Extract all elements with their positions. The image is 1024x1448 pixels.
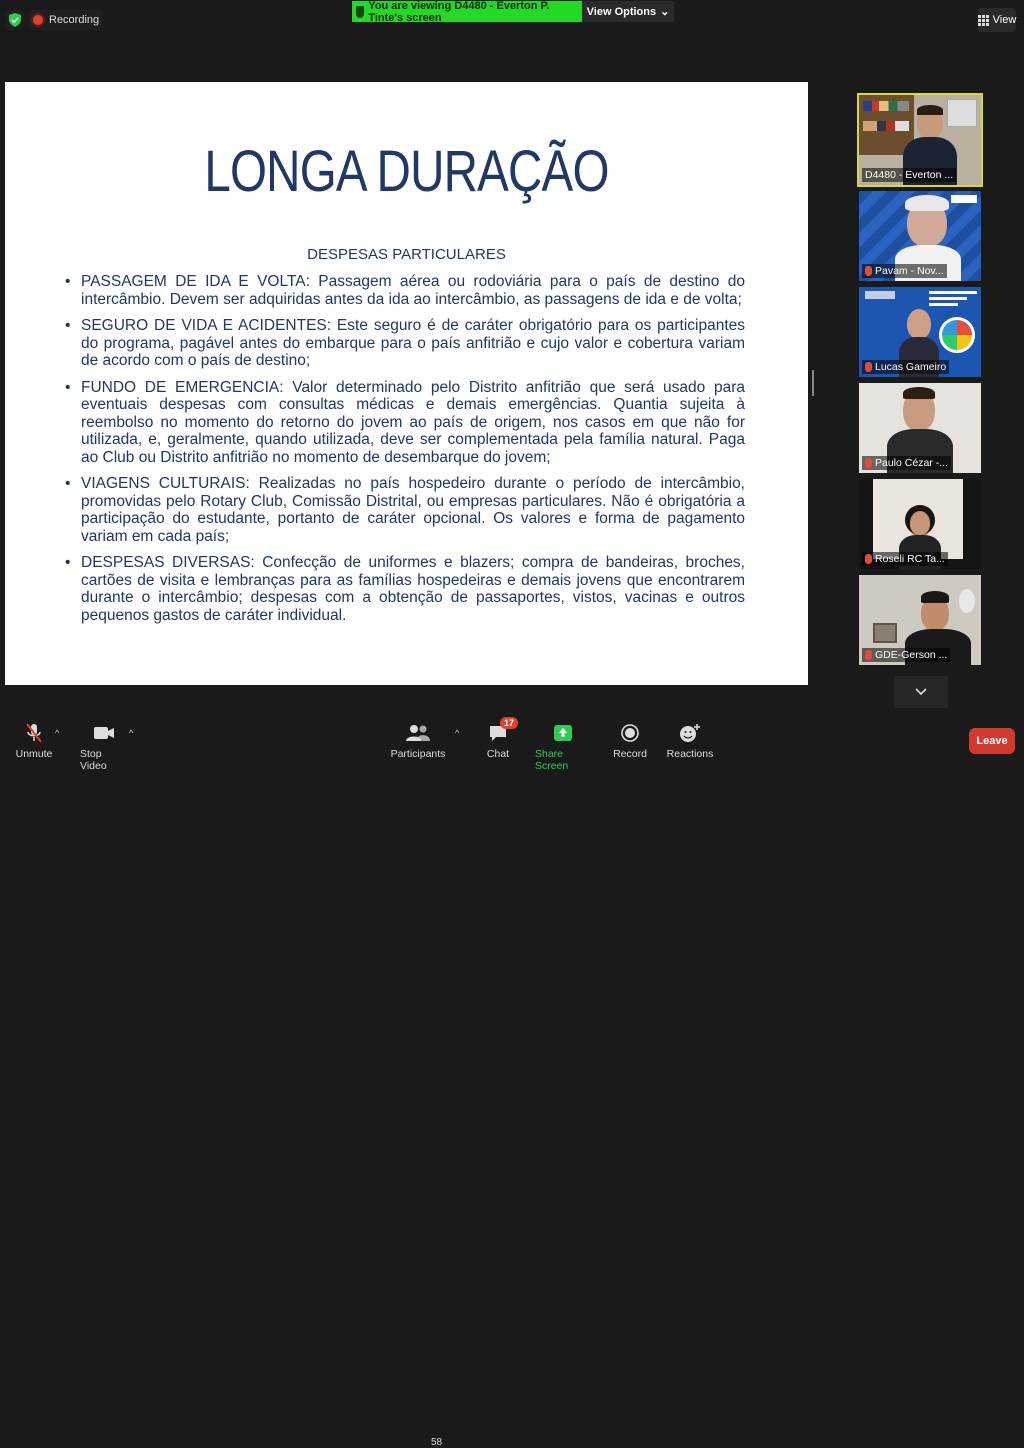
participant-name-label: D4480 - Everton ... [862, 168, 956, 182]
leave-button[interactable]: Leave [969, 728, 1015, 754]
stop-video-label: Stop Video [80, 748, 107, 772]
participants-options-caret[interactable]: ^ [455, 728, 460, 738]
shared-screen-slide [5, 82, 808, 685]
participant-name-label: Paulo Cézar -... [862, 456, 951, 470]
chat-unread-badge: 17 [500, 717, 518, 729]
record-icon [621, 720, 639, 746]
audio-options-caret[interactable]: ^ [55, 728, 60, 738]
avatar [907, 309, 931, 339]
participants-button[interactable] [390, 714, 446, 760]
record-dot-icon [33, 15, 43, 25]
meeting-top-bar [0, 0, 1024, 40]
slide-title: LONGA DURAÇÃO [204, 139, 609, 204]
participant-name-label: Lucas Gameiro [862, 360, 949, 374]
participants-label: Participants [390, 748, 446, 760]
participant-name-label: Roseli RC Ta... [862, 552, 948, 566]
video-options-caret[interactable]: ^ [129, 728, 134, 738]
share-screen-icon [553, 720, 573, 746]
mic-muted-icon [865, 650, 872, 660]
unmute-button[interactable] [14, 714, 54, 760]
smiley-plus-icon [679, 720, 701, 746]
slide-bullet: • VIAGENS CULTURAIS: Realizadas no país hospedeiro durante o período de intercâmbio, promovidas pelo Rotary Club, Comissão Distrital, ou empresas particulares. Não é obrigatória a participação do estudante, portanto de caráter opcional. Os valores e forma de pagamento variam em cada país; [65, 475, 745, 545]
unmute-label: Unmute [15, 748, 53, 760]
participant-name-label: GDE-Gerson ... [862, 648, 950, 662]
participants-icon [406, 720, 430, 746]
participant-tile[interactable] [859, 191, 981, 281]
slide-bullet-list [65, 273, 745, 633]
participant-video-strip [859, 95, 983, 671]
view-layout-button[interactable] [978, 8, 1016, 32]
video-camera-icon [93, 720, 115, 746]
mic-muted-icon [24, 720, 44, 746]
stop-video-button[interactable] [80, 714, 128, 772]
split-resize-handle[interactable] [812, 370, 814, 396]
chat-label: Chat [486, 748, 510, 760]
view-options-label: View Options [586, 5, 657, 18]
participant-tile[interactable] [859, 287, 981, 377]
participant-tile[interactable] [859, 575, 981, 665]
chevron-down-icon: ⌄ [660, 6, 670, 18]
participant-tile[interactable] [859, 95, 981, 185]
slide-bullet: • SEGURO DE VIDA E ACIDENTES: Este seguro é de caráter obrigatório para os participantes do programa, pagável antes do embarque para o país anfitrião e cujo valor e cobertura variam de acordo com o país de destino; [65, 317, 745, 370]
recording-indicator[interactable] [29, 10, 103, 30]
participant-tile[interactable] [859, 383, 981, 473]
record-button[interactable] [614, 714, 646, 760]
participants-count: 58 [431, 1437, 443, 1448]
share-screen-label: Share Screen [535, 748, 569, 772]
reactions-button[interactable] [668, 714, 712, 760]
participant-tile[interactable] [859, 479, 981, 569]
viewing-screen-banner [352, 1, 582, 22]
grid-view-icon [978, 15, 989, 26]
slide-bullet: • PASSAGEM DE IDA E VOLTA: Passagem aérea ou rodoviária para o país de destino do intercâmbio. Devem ser adquiridas antes da ida ao intercâmbio, as passagens de ida e de volta; [65, 273, 745, 308]
slide-bullet: • DESPESAS DIVERSAS: Confecção de uniformes e blazers; compra de bandeiras, broches, cartões de visita e lembranças para as famílias hospedeiras e demais jovens que encontrarem durante o intercâmbio; despesas com a obtenção de passaportes, vistos, vacinas e outros pequenos gastos de caráter individual. [65, 554, 745, 624]
scroll-down-participants-button[interactable] [894, 676, 948, 708]
shield-icon [356, 6, 364, 18]
reactions-label: Reactions [666, 748, 714, 760]
security-shield-icon[interactable] [6, 10, 24, 30]
chevron-down-icon [915, 688, 927, 696]
viewing-banner-text: You are viewing D4480 - Everton P. Tinte's screen [368, 0, 550, 24]
view-options-button[interactable] [582, 1, 674, 22]
mic-muted-icon [865, 266, 872, 276]
mic-muted-icon [865, 362, 872, 372]
mic-muted-icon [865, 458, 872, 468]
slide-bullet: • FUNDO DE EMERGENCIA: Valor determinado pelo Distrito anfitrião que será usado para eventuais despesas com consultas médicas e demais emergências. Quantia sujeita à reembolso no momento do retorno do jovem ao país de origem, nos casos em que não for utilizada, e, geralmente, quando utilizada, deve ser complementada pela família natural. Paga ao Club ou Distrito anfitrião no momento de desembarque do jovem; [65, 379, 745, 467]
recording-label: Recording [49, 14, 100, 26]
participant-name-label: Pavam - Nov... [862, 264, 947, 278]
view-label: View [992, 14, 1017, 26]
record-label: Record [613, 748, 647, 760]
mic-muted-icon [865, 554, 872, 564]
slide-subtitle: DESPESAS PARTICULARES [307, 246, 506, 263]
share-screen-button[interactable] [535, 714, 591, 772]
